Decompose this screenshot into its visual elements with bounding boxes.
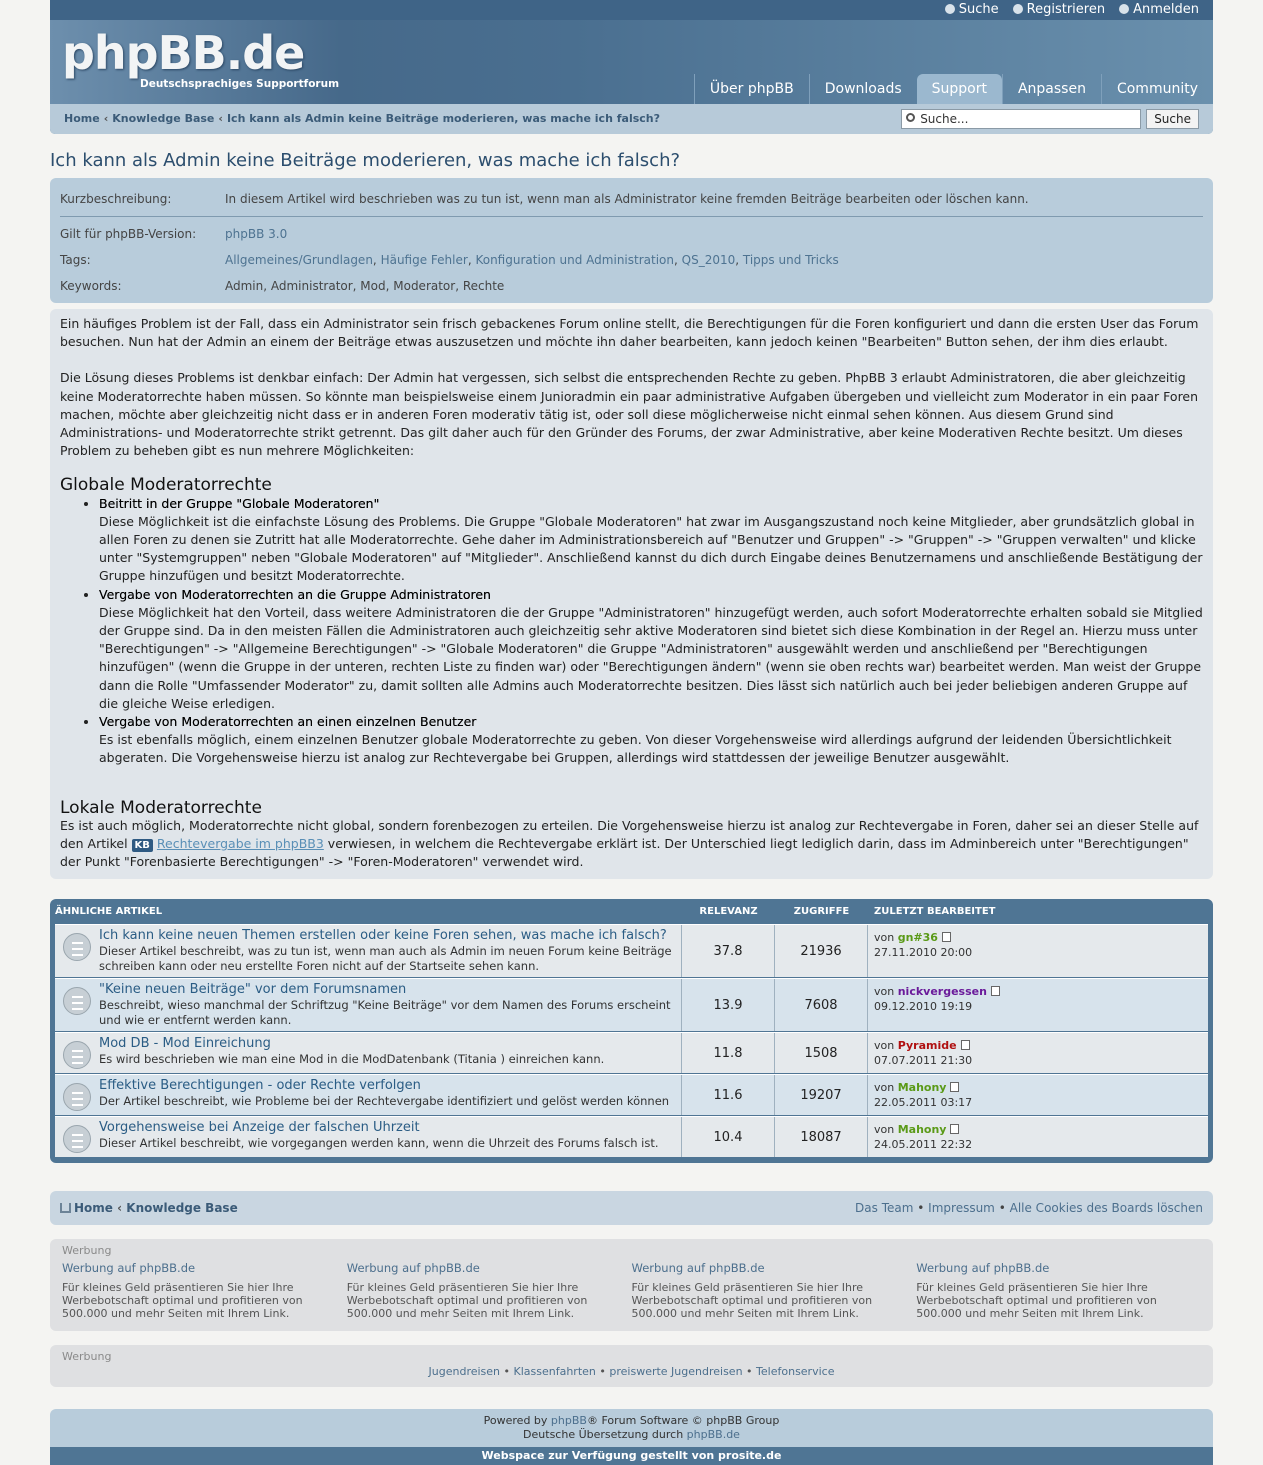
breadcrumb-separator: ‹ xyxy=(103,112,109,125)
version-link[interactable]: phpBB 3.0 xyxy=(225,227,288,241)
tab-downloads[interactable]: Downloads xyxy=(809,74,917,104)
home-icon xyxy=(60,1203,71,1213)
info-row-version: Gilt für phpBB-Version: phpBB 3.0 xyxy=(60,227,288,241)
ad-item: Werbung auf phpBB.de Für kleines Geld präsentieren Sie hier Ihre Werbebotschaft optimal und profitieren von 500.000 und mehr Seiten mit Ihrem Link. xyxy=(347,1261,632,1320)
user-link[interactable]: Pyramide xyxy=(897,1039,957,1053)
view-latest-icon[interactable] xyxy=(961,1040,970,1050)
view-latest-icon[interactable] xyxy=(991,986,1000,996)
logo-text: phpBB.de xyxy=(62,26,305,80)
tab-support[interactable]: Support xyxy=(917,74,1002,104)
ad-link[interactable]: Klassenfahrten xyxy=(513,1365,596,1379)
ads-links-box: Werbung Jugendreisen • Klassenfahrten • preiswerte Jugendreisen • Telefonservice xyxy=(50,1345,1213,1387)
footer-breadcrumb: Home ‹ Knowledge Base xyxy=(60,1201,238,1215)
footer-home-link[interactable]: Home xyxy=(74,1201,113,1216)
table-row: Effektive Berechtigungen - oder Rechte verfolgen Der Artikel beschreibt, wie Probleme bei der Rechtevergabe identifiziert und gelöst werden können 11.6 19207 von Mahony 22.05.2011 03:17 xyxy=(55,1074,1208,1115)
heading-local: Lokale Moderatorrechte xyxy=(60,797,262,818)
register-icon xyxy=(1013,4,1023,14)
paragraph: Es ist auch möglich, Moderatorrechte nicht global, sondern forenbezogen zu erteilen. Die Vorgehensweise hierzu ist analog zur Rechtevergabe in Foren, daher sei an dieser Stelle auf den Artikel KB Rechtevergabe im phpBB3 verwiesen, in welchem die Rechtevergabe erklärt ist. Der Unterschied liegt lediglich darin, dass im Adminbereich unter "Berechtigungen" der Punkt "Forenbasierte Berechtigungen" -> "Foren-Moderatoren" verwendet wird. xyxy=(60,817,1199,870)
ad-link[interactable]: Jugendreisen xyxy=(428,1365,501,1379)
page-title: Ich kann als Admin keine Beiträge moderieren, was mache ich falsch? xyxy=(50,150,681,171)
imprint-link[interactable]: Impressum xyxy=(928,1201,995,1216)
tag-link[interactable]: Allgemeines/Grundlagen xyxy=(225,253,373,267)
paragraph: Die Lösung dieses Problems ist denkbar einfach: Der Admin hat vergessen, sich selbst die entsprechenden Rechte zu geben. PhpBB 3 erlaubt Administratoren, die aber gleichzeitig keine Moderatorrechte haben müssen. So könnte man beispielsweise einem Junioradmin ein paar administrative Aufgaben übergeben und vielleicht zum Moderator in ein paar Foren machen, möchte aber gleichzeitig nicht dass er in anderen Foren moderativ tätig ist, oder soll diese möglicherweise nicht einmal sehen können. Aus diesem Grund sind Administrations- und Moderatorrechte strikt getrennt. Das gilt daher auch für den Gründer des Forums, der zwar Administrative, aber keine Moderativen Rechte besitzt. Um dieses Problem zu beheben gibt es nun mehrere Möglichkeiten: xyxy=(60,370,1199,459)
user-link[interactable]: Mahony xyxy=(897,1123,947,1137)
ad-item: Werbung auf phpBB.de Für kleines Geld präsentieren Sie hier Ihre Werbebotschaft optimal und profitieren von 500.000 und mehr Seiten mit Ihrem Link. xyxy=(916,1261,1201,1320)
ad-link[interactable]: Werbung auf phpBB.de xyxy=(916,1261,1050,1276)
table-header: ÄHNLICHE ARTIKEL RELEVANZ ZUGRIFFE ZULETZT BEARBEITET xyxy=(55,905,996,917)
search-button[interactable]: Suche xyxy=(1146,109,1199,129)
breadcrumb-separator: ‹ xyxy=(218,112,223,125)
info-row-tags: Tags: Allgemeines/Grundlagen, Häufige Fehler, Konfiguration und Administration, QS_2010, Tipps und Tricks xyxy=(60,253,839,267)
heading-global: Globale Moderatorrechte xyxy=(60,475,272,496)
divider xyxy=(60,216,1203,217)
user-link[interactable]: Mahony xyxy=(897,1081,947,1095)
similar-articles xyxy=(50,899,1213,1163)
view-latest-icon[interactable] xyxy=(942,932,951,942)
power-icon xyxy=(1119,4,1129,14)
view-latest-icon[interactable] xyxy=(950,1082,959,1092)
list-item: • Beitritt in der Gruppe "Globale Moderatoren" Diese Möglichkeit ist die einfachste Lösung des Problems. Die Gruppe "Globale Moderatoren" hat zwar im Ausgangszustand noch keine Mitglieder, aber grundsätzlich global in allen Foren zu denen sie Zutritt hat alle Moderatorrechte. Gehe daher im Administrationsbereich auf "Benutzer und Gruppen" -> "Gruppen" -> "Gruppen verwalten" und klicke unter "Systemgruppen" neben "Globale Moderatoren" auf "Mitglieder". Anschließend kannst du dich durch Eingabe deines Benutzernamens und anschließende Bestätigung der Gruppe hinzufügen und besitzt Moderatorrechte. xyxy=(99,495,1203,586)
ad-link[interactable]: Werbung auf phpBB.de xyxy=(631,1261,765,1276)
footer-nav xyxy=(50,1191,1213,1225)
article-info xyxy=(50,178,1213,303)
tag-link[interactable]: Tipps und Tricks xyxy=(742,253,839,267)
user-link[interactable]: gn#36 xyxy=(897,931,938,945)
options-list xyxy=(60,495,1203,768)
search-input[interactable]: Suche... xyxy=(901,109,1141,129)
document-icon xyxy=(63,1041,91,1069)
tag-link[interactable]: QS_2010 xyxy=(681,253,736,267)
article-link[interactable]: Ich kann keine neuen Themen erstellen oder keine Foren sehen, was mache ich falsch? xyxy=(99,928,667,944)
ad-link[interactable]: Werbung auf phpBB.de xyxy=(62,1261,196,1276)
view-latest-icon[interactable] xyxy=(950,1124,959,1134)
list-item: • Vergabe von Moderatorrechten an die Gruppe Administratoren Diese Möglichkeit hat den Vorteil, dass weitere Administratoren die der Gruppe "Administratoren" hinzugefügt werden, auch sofort Moderatorrechte erhalten sobald sie Mitglied der Gruppe sind. Da in den meisten Fällen die Administratoren auch gleichzeitig sehr aktive Moderatoren sind bietet sich diese Kombination in der Regel an. Hierzu muss unter "Berechtigungen" -> "Allgemeine Berechtigungen" -> "Globale Moderatoren" die Gruppe "Administratoren" ausgewählt werden und anschließend per "Berechtigungen hinzufügen" (wenn die Gruppe in der unteren, rechten Liste zu finden war) oder "Berechtigungen ändern" (wenn sie oben rechts war) bearbeitet werden. Man weist der Gruppe dann die Rolle "Umfassender Moderator" zu, damit sollten alle Admins auch Moderatorrechte besitzen. Dies lässt sich natürlich auch bei jeder beliebigen anderen Gruppe auf die gleiche Weise erledigen. xyxy=(99,586,1203,713)
article-link[interactable]: Effektive Berechtigungen - oder Rechte verfolgen xyxy=(99,1078,421,1094)
header xyxy=(50,0,1213,134)
breadcrumb-current[interactable]: Ich kann als Admin keine Beiträge moderieren, was mache ich falsch? xyxy=(226,112,660,125)
breadcrumb xyxy=(64,112,660,125)
page xyxy=(50,0,1213,1465)
article-body xyxy=(50,309,1213,879)
tag-link[interactable]: Häufige Fehler xyxy=(380,253,468,267)
ad-item: Werbung auf phpBB.de Für kleines Geld präsentieren Sie hier Ihre Werbebotschaft optimal und profitieren von 500.000 und mehr Seiten mit Ihrem Link. xyxy=(62,1261,347,1320)
table-row: Ich kann keine neuen Themen erstellen oder keine Foren sehen, was mache ich falsch? Dieser Artikel beschreibt, was zu tun ist, wenn man auch als Admin im neuen Forum keine Beiträge schreiben kann oder neu erstellte Foren nicht auf der Startseite sehen kann. 37.8 21936 von gn#36 27.11.2010 20:00 xyxy=(55,924,1208,977)
tab-community[interactable]: Community xyxy=(1101,74,1213,104)
kb-badge: KB xyxy=(132,839,153,852)
phpbb-de-link[interactable]: phpBB.de xyxy=(686,1428,740,1442)
top-link-login[interactable]: Anmelden xyxy=(1119,2,1199,17)
main-nav xyxy=(694,74,1213,104)
search-box xyxy=(901,109,1199,129)
document-icon xyxy=(63,1083,91,1111)
list-item: • Vergabe von Moderatorrechten an einen einzelnen Benutzer Es ist ebenfalls möglich, einem einzelnen Benutzer globale Moderatorrechte zu geben. Von dieser Vorgehensweise wird allerdings aufgrund der leidenden Übersichtlichkeit abgeraten. Die Vorgehensweise hierzu ist analog zur Rechtevergabe bei Gruppen, allerdings wird stattdessen der jeweilige Benutzer ausgewählt. xyxy=(99,713,1203,768)
top-link-search[interactable]: Suche xyxy=(945,2,999,17)
ad-link[interactable]: Telefonservice xyxy=(756,1365,835,1379)
search-icon xyxy=(945,4,955,14)
document-icon xyxy=(63,933,91,961)
footer-links: Das Team • Impressum • Alle Cookies des Boards löschen xyxy=(855,1201,1203,1216)
ad-item: Werbung auf phpBB.de Für kleines Geld präsentieren Sie hier Ihre Werbebotschaft optimal und profitieren von 500.000 und mehr Seiten mit Ihrem Link. xyxy=(632,1261,917,1320)
tab-about[interactable]: Über phpBB xyxy=(694,74,809,104)
delete-cookies-link[interactable]: Alle Cookies des Boards löschen xyxy=(1009,1201,1203,1216)
webspace-note[interactable]: Webspace zur Verfügung gestellt von prosite.de xyxy=(50,1447,1213,1465)
top-link-register[interactable]: Registrieren xyxy=(1013,2,1105,17)
magnifier-icon xyxy=(906,113,915,122)
logo-subtitle: Deutschsprachiges Supportforum xyxy=(140,78,340,90)
paragraph: Ein häufiges Problem ist der Fall, dass ein Administrator sein frisch gebackenes Forum online stellt, die Berechtigungen für die Foren konfiguriert und dann die ersten User das Forum besuchen. Nun hat der Admin an einem der Beiträge etwas auszusetzen und möchte ihn daher bearbeiten, kann jedoch keinen "Bearbeiten" Button sehen, der ihm dies erlaubt. xyxy=(60,316,1199,350)
breadcrumb-kb[interactable]: Knowledge Base xyxy=(112,112,215,125)
info-row-short: Kurzbeschreibung: In diesem Artikel wird beschrieben was zu tun ist, wenn man als Administrator keine fremden Beiträge bearbeiten oder löschen kann. xyxy=(60,192,1029,206)
tab-customize[interactable]: Anpassen xyxy=(1002,74,1101,104)
table-row: Vorgehensweise bei Anzeige der falschen Uhrzeit Dieser Artikel beschreibt, wie vorgegangen werden kann, wenn die Uhrzeit des Forums falsch ist. 10.4 18087 von Mahony 24.05.2011 22:32 xyxy=(55,1116,1208,1157)
phpbb-link[interactable]: phpBB xyxy=(550,1414,587,1428)
copyright: Powered by phpBB® Forum Software © phpBB Group Deutsche Übersetzung durch phpBB.de xyxy=(50,1409,1213,1447)
team-link[interactable]: Das Team xyxy=(855,1201,914,1216)
navbar xyxy=(50,104,1213,134)
ad-link[interactable]: preiswerte Jugendreisen xyxy=(609,1365,743,1379)
footer-kb-link[interactable]: Knowledge Base xyxy=(126,1201,238,1216)
article-link[interactable]: Mod DB - Mod Einreichung xyxy=(99,1036,271,1052)
article-link[interactable]: "Keine neuen Beiträge" vor dem Forumsnamen xyxy=(99,982,407,998)
document-icon xyxy=(63,987,91,1015)
document-icon xyxy=(63,1125,91,1153)
kb-article-link[interactable]: Rechtevergabe im phpBB3 xyxy=(156,836,324,852)
user-link[interactable]: nickvergessen xyxy=(897,985,987,999)
tag-link[interactable]: Konfiguration und Administration xyxy=(475,253,674,267)
site-logo[interactable] xyxy=(62,26,340,90)
table-row: "Keine neuen Beiträge" vor dem Forumsnamen Beschreibt, wieso manchmal der Schriftzug "Keine Beiträge" vor dem Namen des Forums erscheint und wie er entfernt werden kann. 13.9 7608 von nickvergessen 09.12.2010 19:19 xyxy=(55,978,1208,1031)
info-row-keywords: Keywords: Admin, Administrator, Mod, Moderator, Rechte xyxy=(60,279,505,293)
article-link[interactable]: Vorgehensweise bei Anzeige der falschen Uhrzeit xyxy=(99,1120,420,1136)
top-menu xyxy=(945,2,1199,17)
table-row: Mod DB - Mod Einreichung Es wird beschrieben wie man eine Mod in die ModDatenbank (Titania ) einreichen kann. 11.8 1508 von Pyramide 07.07.2011 21:30 xyxy=(55,1032,1208,1073)
breadcrumb-home[interactable]: Home xyxy=(64,112,100,125)
ad-link[interactable]: Werbung auf phpBB.de xyxy=(346,1261,480,1276)
ads-box: Werbung Werbung auf phpBB.de Für kleines Geld präsentieren Sie hier Ihre Werbebotschaft optimal und profitieren von 500.000 und mehr Seiten mit Ihrem Link. Werbung auf phpBB.de Für kleines Geld präsentieren Sie hier Ihre Werbebotschaft optimal und profitieren von 500.000 und mehr Seiten mit Ihrem Link. Werbung auf phpBB.de Für kleines Geld präsentieren Sie hier Ihre Werbebotschaft optimal und profitieren von 500.000 und mehr Seiten mit Ihrem Link. Werbung auf phpBB.de Für kleines Geld präsentieren Sie hier Ihre Werbebotschaft optimal und profitieren von 500.000 und mehr Seiten mit Ihrem Link. xyxy=(50,1239,1213,1331)
